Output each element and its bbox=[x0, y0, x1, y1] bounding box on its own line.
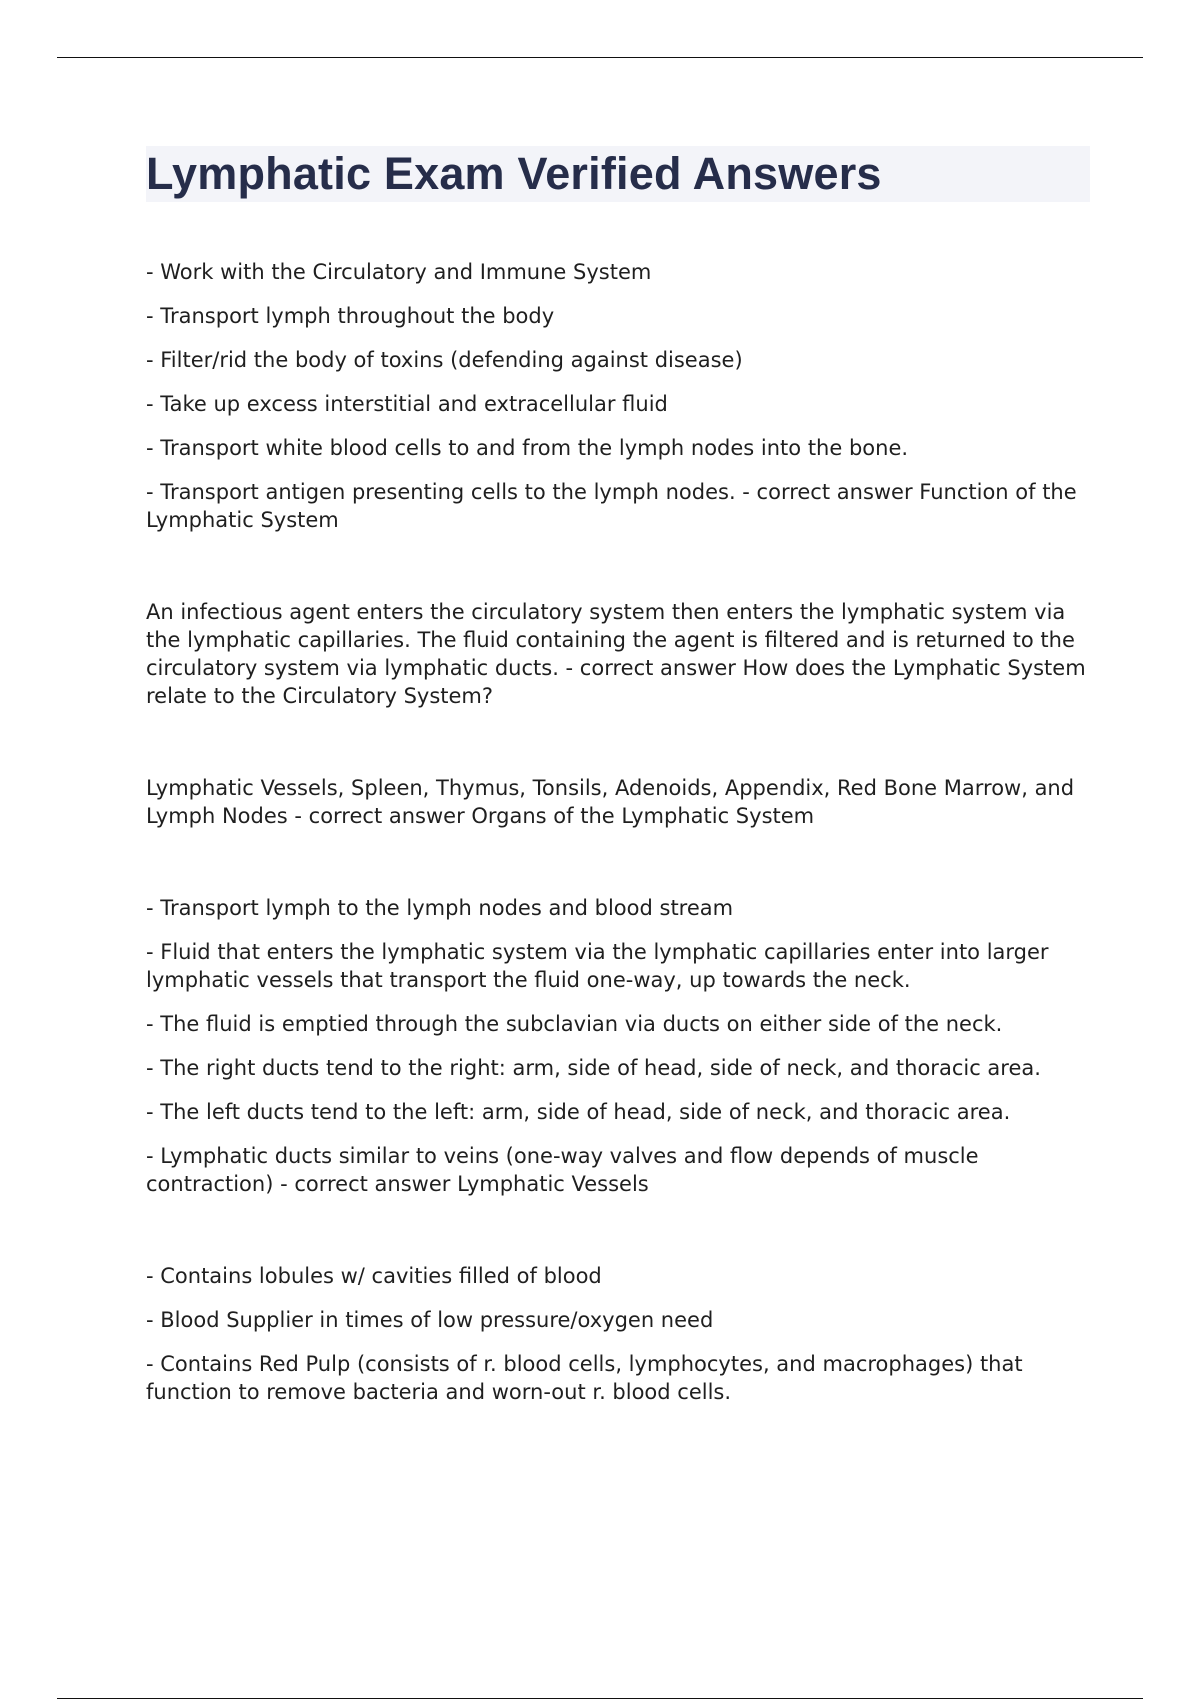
body-line: - Contains lobules w/ cavities filled of blood bbox=[146, 1264, 602, 1288]
body-line: - Contains Red Pulp (consists of r. blood cells, lymphocytes, and macrophages) that function to remove bacteria and worn-out r. blood cells. bbox=[146, 1352, 1023, 1404]
page-title: Lymphatic Exam Verified Answers bbox=[146, 148, 882, 199]
body-line: - Lymphatic ducts similar to veins (one-way valves and flow depends of muscle contraction) - correct answer Lymphatic Vessels bbox=[146, 1144, 979, 1196]
body-line: An infectious agent enters the circulatory system then enters the lymphatic system via the lymphatic capillaries. The fluid containing the agent is filtered and is returned to the circulatory system via lymphatic ducts. - correct answer How does the Lymphatic System relate to the Circulatory System? bbox=[146, 600, 1086, 708]
body-line: - Filter/rid the body of toxins (defending against disease) bbox=[146, 348, 743, 372]
document-body bbox=[146, 258, 1096, 1470]
body-line: - Work with the Circulatory and Immune System bbox=[146, 260, 652, 284]
body-line: - Transport lymph to the lymph nodes and blood stream bbox=[146, 896, 734, 920]
page-bottom-rule bbox=[57, 1698, 1143, 1699]
qa-block-organs bbox=[146, 774, 1096, 830]
qa-block-lymphatic-vessels bbox=[146, 894, 1096, 1198]
body-line: - The left ducts tend to the left: arm, side of head, side of neck, and thoracic area. bbox=[146, 1100, 1011, 1124]
body-line: - Transport antigen presenting cells to the lymph nodes. - correct answer Function of the Lymphatic System bbox=[146, 480, 1077, 532]
body-line: - The fluid is emptied through the subclavian via ducts on either side of the neck. bbox=[146, 1012, 1003, 1036]
body-line: - Take up excess interstitial and extracellular fluid bbox=[146, 392, 668, 416]
qa-block-spleen bbox=[146, 1262, 1096, 1406]
body-line: Lymphatic Vessels, Spleen, Thymus, Tonsils, Adenoids, Appendix, Red Bone Marrow, and Lymph Nodes - correct answer Organs of the Lymphatic System bbox=[146, 776, 1075, 828]
body-line: - Fluid that enters the lymphatic system via the lymphatic capillaries enter into larger lymphatic vessels that transport the fluid one-way, up towards the neck. bbox=[146, 940, 1049, 992]
qa-block-function bbox=[146, 258, 1096, 534]
title-banner bbox=[146, 146, 1090, 202]
body-line: - Transport white blood cells to and from the lymph nodes into the bone. bbox=[146, 436, 909, 460]
body-line: - Transport lymph throughout the body bbox=[146, 304, 555, 328]
page-top-rule bbox=[57, 57, 1143, 58]
body-line: - The right ducts tend to the right: arm, side of head, side of neck, and thoracic area. bbox=[146, 1056, 1041, 1080]
qa-block-circulatory-relation bbox=[146, 598, 1096, 710]
body-line: - Blood Supplier in times of low pressure/oxygen need bbox=[146, 1308, 714, 1332]
